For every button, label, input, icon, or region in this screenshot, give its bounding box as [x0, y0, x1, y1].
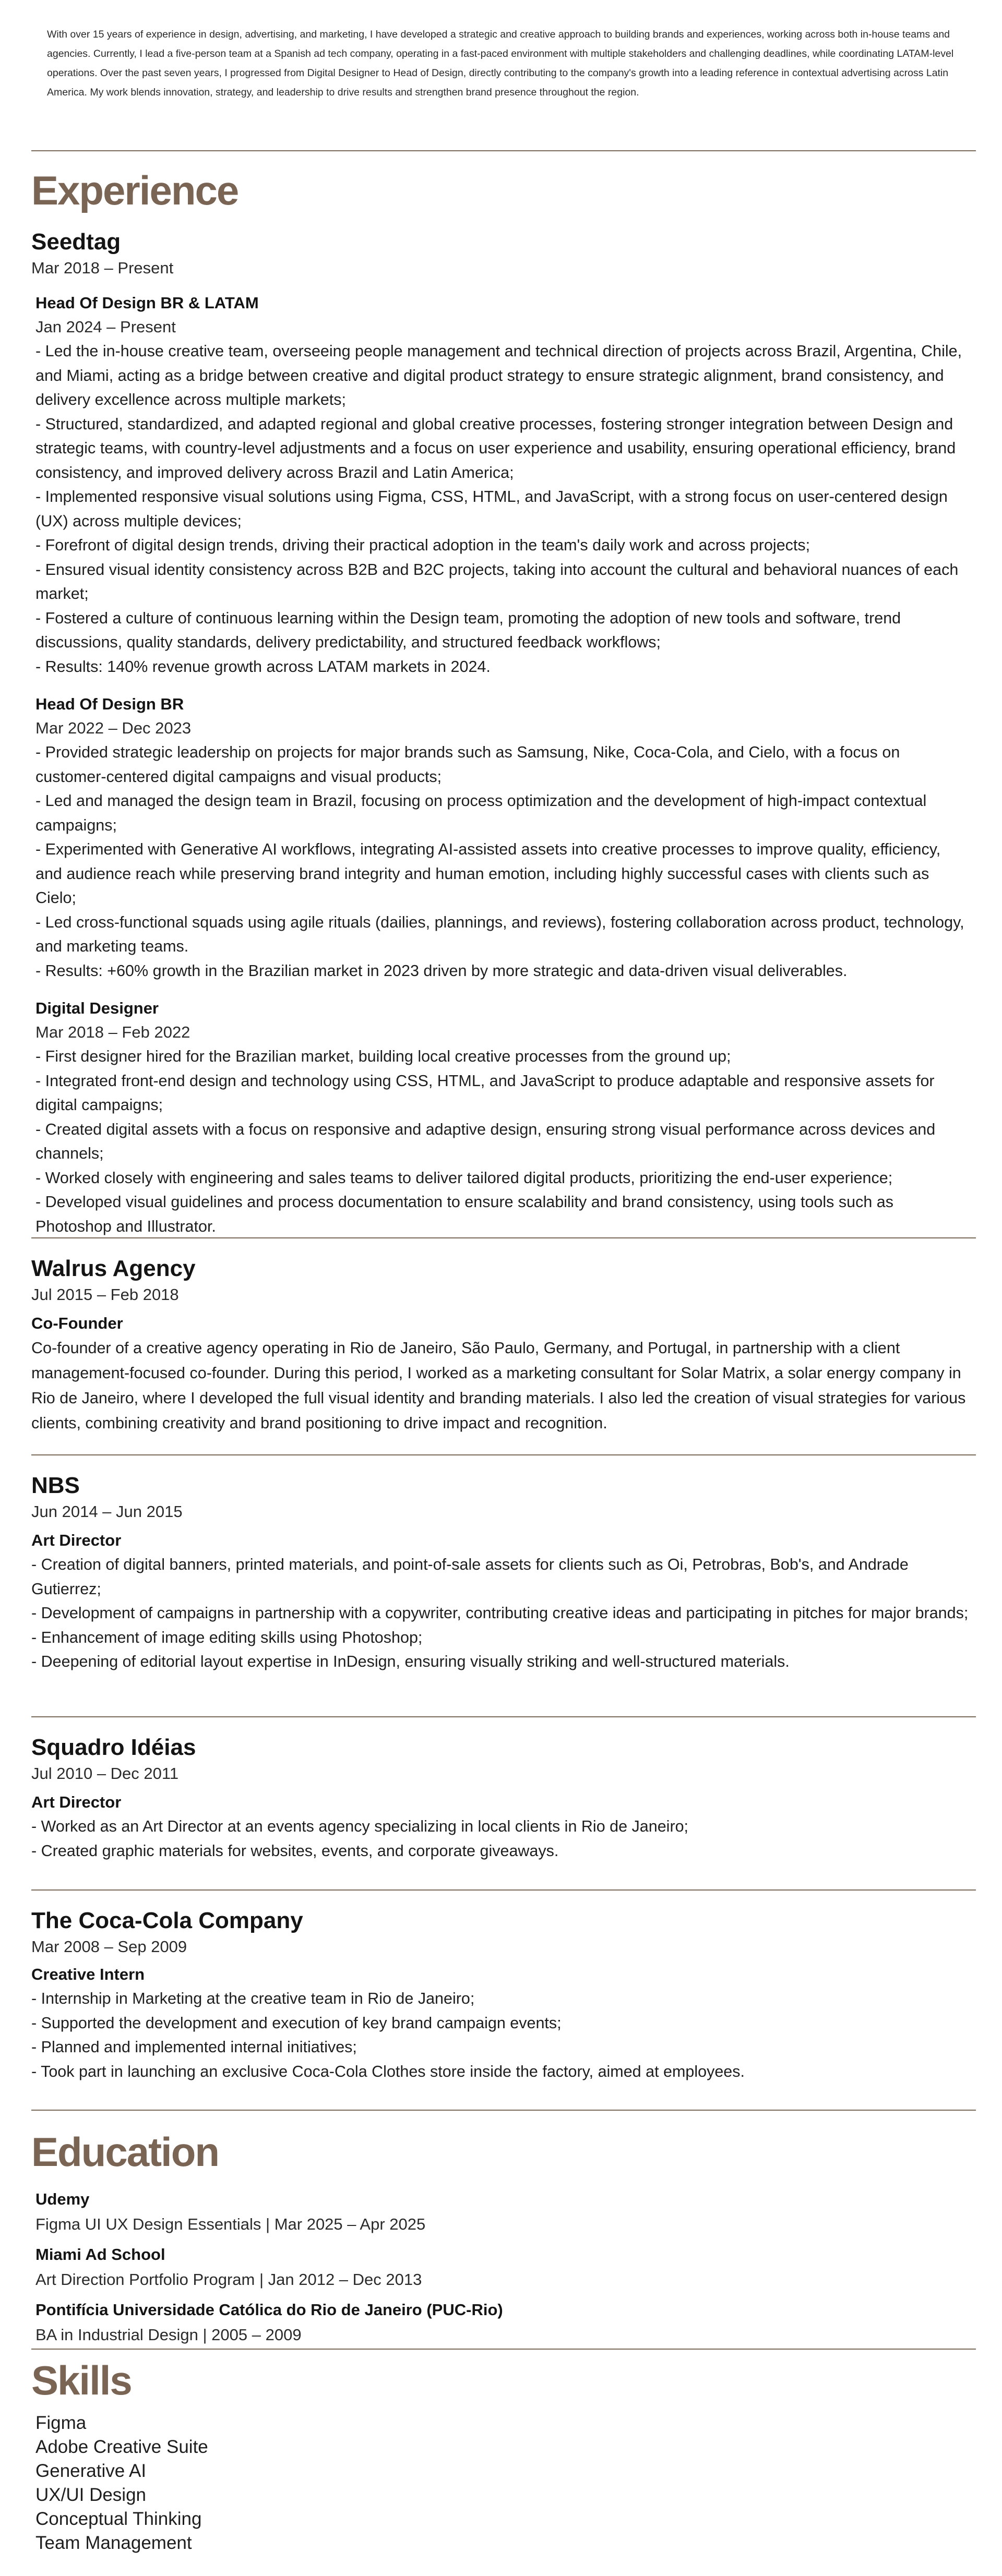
role-dates: Jan 2024 – Present [35, 318, 176, 336]
bullet-item: - Supported the development and execution of key brand campaign events; [31, 2014, 562, 2032]
company-name: NBS [31, 1473, 80, 1498]
role-head-of-design-br [31, 692, 971, 983]
skill-item: Generative AI [35, 2461, 147, 2481]
role-bullets [31, 1814, 971, 1863]
divider [31, 2349, 976, 2350]
bullet-item: - Experimented with Generative AI workflows, integrating AI-assisted assets into creative processes to improve quality, efficiency, and audience reach while preserving brand integrity and human emotion, including highly successful cases with clients such as Cielo; [35, 840, 941, 907]
skills-list [35, 2411, 208, 2555]
company-dates: Mar 2018 – Present [31, 259, 174, 277]
bullet-item: - Created graphic materials for websites, events, and corporate giveaways. [31, 1841, 559, 1860]
bullet-item: - Ensured visual identity consistency across B2B and B2C projects, taking into account the cultural and behavioral nuances of each market; [35, 560, 959, 603]
experience-nbs [31, 1471, 971, 1674]
bullet-item: - Fostered a culture of continuous learning within the Design team, promoting the adoption of new tools and software, trend discussions, quality standards, delivery predictability, and structured feedback workflows; [35, 609, 901, 651]
role-bullets [35, 1044, 971, 1238]
bullet-item: - Results: 140% revenue growth across LATAM markets in 2024. [35, 657, 491, 676]
bullet-item: - Implemented responsive visual solutions using Figma, CSS, HTML, and JavaScript, with a strong focus on user-centered design (UX) across multiple devices; [35, 488, 948, 530]
bullet-item: - Developed visual guidelines and process documentation to ensure scalability and brand consistency, using tools such as Photoshop and Illustrator. [35, 1193, 894, 1235]
bullet-item: - Forefront of digital design trends, driving their practical adoption in the team's daily work and across projects; [35, 536, 810, 554]
role-title: Digital Designer [35, 999, 159, 1017]
role-digital-designer [31, 996, 971, 1238]
school-name: Miami Ad School [35, 2245, 165, 2264]
divider [31, 2110, 976, 2111]
bullet-item: - Enhancement of image editing skills using Photoshop; [31, 1628, 423, 1646]
company-name: The Coca-Cola Company [31, 1908, 303, 1933]
experience-coca-cola [31, 1906, 971, 2084]
bullet-item: - Structured, standardized, and adapted regional and global creative processes, fostering stronger integration between Design and strategic teams, with country-level adjustments and a focus on user experience and usability, ensuring operational efficiency, brand consistency, and improved delivery across Brazil and Latin America; [35, 415, 956, 482]
role-creative-intern [31, 1963, 971, 2084]
company-dates: Jun 2014 – Jun 2015 [31, 1502, 183, 1521]
bullet-item: - Took part in launching an exclusive Coca-Cola Clothes store inside the factory, aimed at employees. [31, 2062, 745, 2080]
role-title: Art Director [31, 1793, 122, 1811]
company-dates: Jul 2015 – Feb 2018 [31, 1285, 179, 1304]
divider [31, 1237, 976, 1238]
bullet-item: - Created digital assets with a focus on responsive and adaptive design, ensuring strong visual performance across devices and channels; [35, 1120, 936, 1162]
role-art-director [31, 1790, 971, 1863]
role-bullets [31, 1987, 971, 2084]
role-bullets [35, 339, 971, 679]
bullet-item: - First designer hired for the Brazilian market, building local creative processes from the ground up; [35, 1048, 731, 1065]
role-title: Art Director [31, 1531, 122, 1549]
role-head-of-design-br-latam [31, 291, 971, 679]
bullet-item: - Deepening of editorial layout expertise in InDesign, ensuring visually striking and well-structured materials. [31, 1653, 790, 1670]
experience-seedtag [31, 227, 971, 1238]
divider [31, 150, 976, 151]
role-title: Co-Founder [31, 1314, 123, 1332]
company-dates: Mar 2008 – Sep 2009 [31, 1937, 187, 1956]
skill-item: Team Management [35, 2533, 192, 2553]
bullet-item: - Led and managed the design team in Brazil, focusing on process optimization and the development of high-impact contextual campaigns; [35, 792, 927, 834]
bullet-item: - Led cross-functional squads using agile rituals (dailies, plannings, and reviews), fostering collaboration across product, technology, and marketing teams. [35, 913, 964, 955]
bullet-item: - Led the in-house creative team, overseeing people management and technical direction of projects across Brazil, Argentina, Chile, and Miami, acting as a bridge between creative and digital product strategy to ensure strategic alignment, brand consistency, and delivery excellence across multiple markets; [35, 342, 962, 408]
education-item [35, 2242, 970, 2292]
professional-summary: With over 15 years of experience in design, advertising, and marketing, I have developed a strategic and creative approach to building brands and experiences, working across both in-house teams and agencies. Currently, I lead a five-person team at a Spanish ad tech company, operating in a fast-paced environment with multiple stakeholders and challenging deadlines, while coordinating LATAM-level operations. Over the past seven years, I progressed from Digital Designer to Head of Design, directly contributing to the company's growth into a leading reference in contextual advertising across Latin America. My work blends innovation, strategy, and leadership to drive results and strengthen brand presence throughout the region. [47, 29, 954, 98]
skill-item: UX/UI Design [35, 2485, 147, 2505]
education-heading: Education [31, 2129, 219, 2175]
bullet-item: - Integrated front-end design and technology using CSS, HTML, and JavaScript to produce adaptable and responsive assets for digital campaigns; [35, 1072, 935, 1114]
bullet-item: - Worked as an Art Director at an events agency specializing in local clients in Rio de Janeiro; [31, 1817, 689, 1835]
role-title: Creative Intern [31, 1965, 145, 1983]
role-title: Head Of Design BR & LATAM [35, 294, 259, 312]
bullet-item: - Development of campaigns in partnership with a copywriter, contributing creative ideas and participating in pitches for major brands; [31, 1604, 969, 1622]
bullet-item: - Provided strategic leadership on projects for major brands such as Samsung, Nike, Coca-Cola, and Cielo, with a focus on customer-centered digital campaigns and visual products; [35, 743, 900, 786]
education-detail: Art Direction Portfolio Program | Jan 2012 – Dec 2013 [35, 2270, 422, 2289]
education-detail: Figma UI UX Design Essentials | Mar 2025 – Apr 2025 [35, 2215, 426, 2233]
experience-heading: Experience [31, 167, 238, 213]
bullet-item: - Planned and implemented internal initiatives; [31, 2038, 357, 2056]
experience-squadro-ideias [31, 1733, 971, 1863]
role-co-founder [31, 1311, 971, 1436]
role-description: Co-founder of a creative agency operating in Rio de Janeiro, São Paulo, Germany, and Portugal, in partnership with a client management-focused co-founder. During this period, I worked as a marketing consultant for Solar Matrix, a solar energy company in Rio de Janeiro, where I developed the full visual identity and branding materials. I also led the creation of visual strategies for various clients, combining creativity and brand positioning to drive impact and recognition. [31, 1339, 966, 1432]
school-name: Pontifícia Universidade Católica do Rio de Janeiro (PUC-Rio) [35, 2301, 503, 2319]
role-title: Head Of Design BR [35, 695, 184, 713]
skill-item: Adobe Creative Suite [35, 2437, 208, 2457]
skill-item: Conceptual Thinking [35, 2509, 202, 2529]
school-name: Udemy [35, 2190, 90, 2208]
education-item [35, 2187, 970, 2237]
divider [31, 1454, 976, 1455]
skill-item: Figma [35, 2413, 87, 2433]
bullet-item: - Internship in Marketing at the creative team in Rio de Janeiro; [31, 1990, 475, 2007]
company-name: Seedtag [31, 229, 121, 255]
education-detail: BA in Industrial Design | 2005 – 2009 [35, 2326, 302, 2344]
role-art-director [31, 1528, 971, 1674]
skills-heading: Skills [31, 2357, 132, 2403]
experience-walrus-agency [31, 1254, 971, 1436]
company-dates: Jul 2010 – Dec 2011 [31, 1764, 179, 1783]
bullet-item: - Creation of digital banners, printed materials, and point-of-sale assets for clients such as Oi, Petrobras, Bob's, and Andrade Gutierrez; [31, 1556, 909, 1598]
divider [31, 1889, 976, 1891]
role-bullets [35, 740, 971, 983]
company-name: Walrus Agency [31, 1256, 196, 1281]
role-dates: Mar 2018 – Feb 2022 [35, 1023, 190, 1041]
education-list [35, 2187, 970, 2353]
bullet-item: - Worked closely with engineering and sales teams to deliver tailored digital products, prioritizing the end-user experience; [35, 1169, 893, 1187]
role-dates: Mar 2022 – Dec 2023 [35, 719, 192, 737]
bullet-item: - Results: +60% growth in the Brazilian market in 2023 driven by more strategic and data-driven visual deliverables. [35, 961, 848, 980]
role-bullets [31, 1552, 971, 1674]
education-item [35, 2297, 970, 2348]
divider [31, 1716, 976, 1717]
company-name: Squadro Idéias [31, 1735, 196, 1760]
